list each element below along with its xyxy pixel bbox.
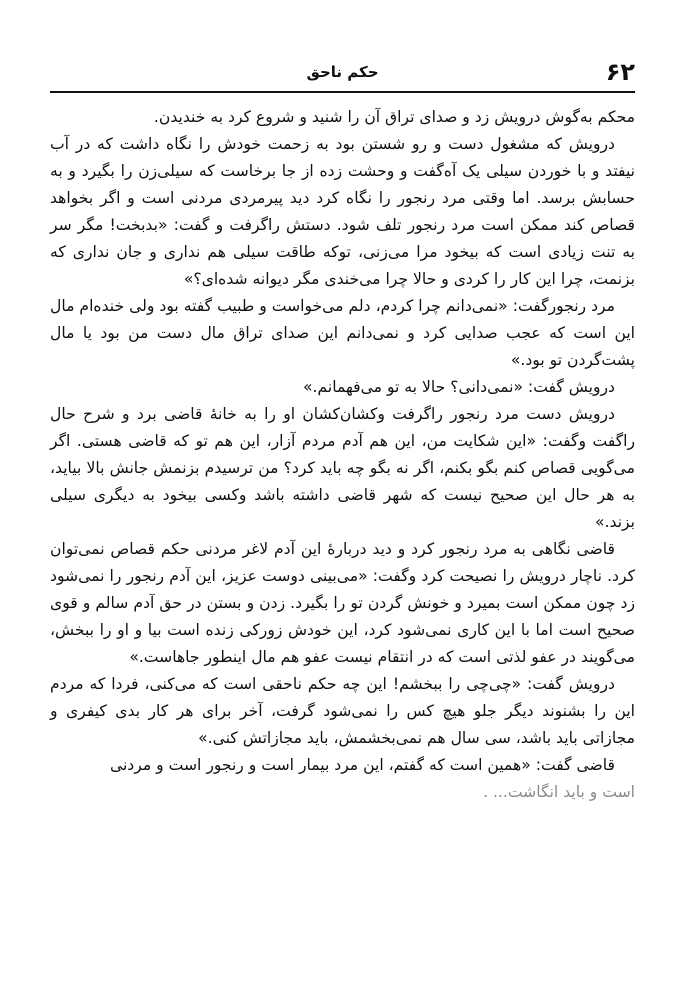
paragraph: قاضی گفت: «همین است که گفتم، این مرد بیمار است و رنجور است و مردنی	[109, 756, 615, 774]
paragraph: درویش دست مرد رنجور راگرفت وکشان‌کشان او را به خانهٔ قاضی برد و شرح حال راگفت وگفت: «این شکایت من، این هم آدم مردم آزار، این هم تو که قاضی هستی. اگر می‌گویی قصاص کنم بگو بکنم، اگر نه بگو چه باید کرد؟ من ترسیدم بزنمش جانش بالا بیاید، به هر حال این صحیح نیست که شهر قاضی داشته باشد وکسی بیخود به دیگری سیلی بزند.»	[50, 405, 635, 531]
page-header	[50, 58, 635, 90]
paragraph: قاضی نگاهی به مرد رنجور کرد و دید دربارهٔ این آدم لاغر مردنی حکم قصاص نمی‌توان کرد. ناچار درویش را نصیحت کرد وگفت: «می‌بینی دوست عزیز، این آدم رنجور را نمی‌شود زد چون ممکن است بمیرد و خونش گردن تو را بگیرد. زدن و بستن در حق آدم سالم و قوی صحیح است اما با این کاری نمی‌شود کرد، این خودش زورکی زنده است بیا و او را ببخش، می‌گویند در عفو لذتی است که در انتقام نیست عفو هم مال اینطور جاهاست.»	[50, 540, 635, 666]
running-title: حکم ناحق	[306, 63, 379, 81]
paragraph: محکم به‌گوش درویش زد و صدای تراق آن را شنید و شروع کرد به خندیدن.	[153, 108, 635, 126]
paragraph: درویش که مشغول دست و رو شستن بود به زحمت خودش را نگاه داشت که در آب نیفتد و با خوردن سیلی یک آه‌گفت و وحشت زده از جا برخاست که سیلی‌زن را بگیرد و به حسابش برسد. اما وقتی مرد رنجور را نگاه کرد دید پیرمردی مردنی است و اگر بخواهد قصاص کند ممکن است مرد رنجور تلف شود. دستش راگرفت و گفت: «بدبخت! مگر سر به تنت زیادی است که بیخود مرا می‌زنی، توکه طاقت سیلی هم نداری و جان نداری که بزنمت، چرا این کار را کردی و حالا چرا می‌خندی مگر دیوانه شده‌ای؟»	[50, 135, 635, 288]
paragraph: درویش گفت: «نمی‌دانی؟ حالا به تو می‌فهمانم.»	[303, 378, 615, 396]
paragraph: درویش گفت: «چی‌چی را ببخشم! این چه حکم ناحقی است که می‌کنی، فردا که مردم این را بشنوند دیگر جلو هیچ کس را نمی‌شود گرفت، آخر برای هر کار بدی کیفری و مجازاتی باید باشد، سی سال هم نمی‌بخشمش، باید مجازاتش کنی.»	[50, 675, 635, 747]
cut-off-line: است و باید انگاشت... .	[483, 783, 635, 801]
body-text	[50, 104, 635, 806]
page-number: ۶۲	[605, 58, 635, 86]
paragraph: مرد رنجورگفت: «نمی‌دانم چرا کردم، دلم می‌خواست و طبیب گفته بود ولی خنده‌ام مال این است که عجب صدایی کرد و نمی‌دانم این صدای تراق مال دست من بود یا مال پشت‌گردن تو بود.»	[50, 297, 635, 369]
header-divider	[50, 91, 635, 93]
